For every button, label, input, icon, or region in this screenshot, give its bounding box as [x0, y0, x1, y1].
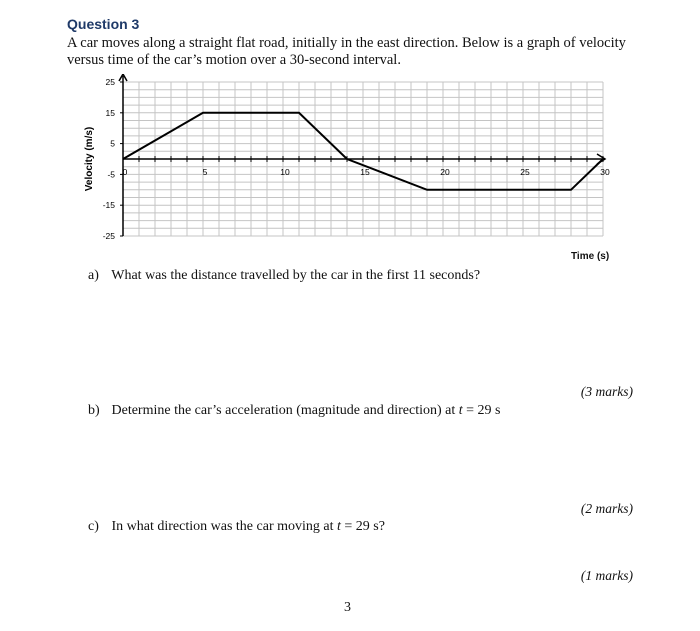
- y-tick-label: -5: [107, 169, 115, 180]
- part-b-text-end: = 29 s: [462, 403, 501, 418]
- part-a-label: a): [88, 268, 99, 283]
- question-title: Question 3: [67, 16, 140, 32]
- part-a: [88, 268, 480, 284]
- part-a-text: What was the distance travelled by the car in the first 11 seconds?: [111, 268, 481, 283]
- velocity-time-chart: [80, 74, 620, 249]
- x-tick-label: 10: [280, 167, 290, 177]
- part-b: [88, 403, 500, 419]
- x-tick-label: 0: [122, 167, 128, 177]
- y-tick-label: 15: [105, 107, 115, 118]
- x-tick-label: 15: [360, 167, 370, 177]
- chart-axes: [119, 74, 605, 236]
- y-tick-label: -15: [102, 200, 115, 211]
- page-number: 3: [344, 600, 351, 615]
- x-tick-label: 25: [520, 167, 530, 177]
- question-intro: A car moves along a straight flat road, initially in the east direction. Below is a graph of velocity versus time of the car’s motion over a 30-second interval.: [67, 35, 626, 68]
- part-c-text-end: = 29 s?: [340, 519, 385, 534]
- x-tick-label: 5: [202, 167, 208, 177]
- part-c: [88, 519, 385, 535]
- x-tick-label: 30: [600, 167, 610, 177]
- part-a-marks: (3 marks): [580, 384, 633, 399]
- part-c-var: t: [336, 519, 341, 534]
- y-tick-label: 5: [110, 138, 115, 149]
- y-axis-label: Velocity (m/s): [84, 126, 95, 192]
- part-c-text: In what direction was the car moving at: [111, 519, 337, 534]
- x-tick-label: 20: [440, 167, 450, 177]
- part-c-marks: (1 marks): [580, 568, 633, 583]
- y-tick-label: 25: [105, 77, 115, 87]
- part-b-label: b): [88, 403, 100, 418]
- y-tick-label: -25: [102, 231, 115, 241]
- part-b-text: Determine the car’s acceleration (magnitude and direction) at: [111, 403, 459, 418]
- part-c-label: c): [88, 519, 99, 534]
- y-tick-labels: [103, 77, 123, 241]
- part-b-marks: (2 marks): [580, 501, 633, 516]
- x-axis-label: Time (s): [571, 251, 610, 262]
- x-tick-labels: [123, 167, 610, 177]
- part-b-var: t: [458, 403, 463, 418]
